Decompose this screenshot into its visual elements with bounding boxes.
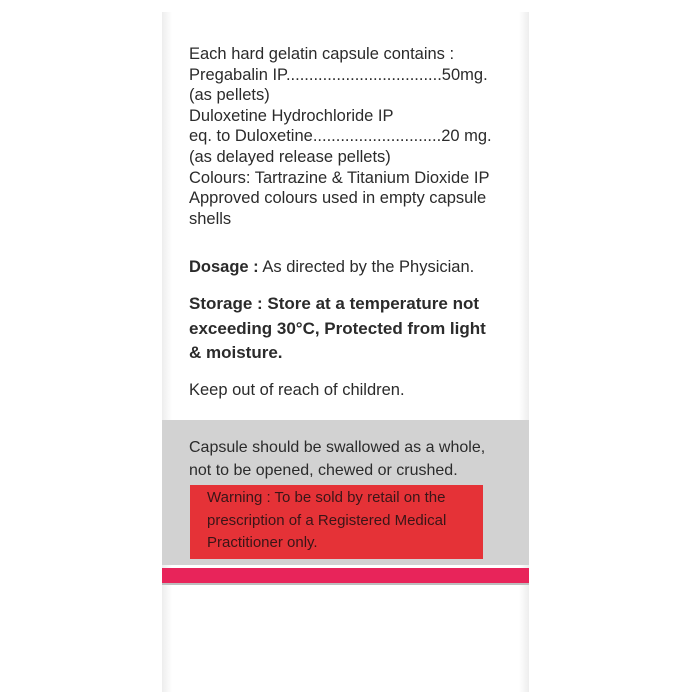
storage-line-3: & moisture. <box>189 343 283 362</box>
composition-line-shells: shells <box>189 209 232 228</box>
red-stripe <box>162 568 529 583</box>
composition-block <box>189 44 519 229</box>
composition-heading: Each hard gelatin capsule contains : <box>189 45 455 63</box>
dosage-text <box>189 257 474 277</box>
composition-line-duloxetine: Duloxetine Hydrochloride IP <box>189 106 394 125</box>
dosage-value: As directed by the Physician. <box>258 258 475 276</box>
warning-text <box>207 487 477 555</box>
composition-line-duloxetine-eq: eq. to Duloxetine............................20 mg. <box>189 127 492 146</box>
warning-line-3: Practitioner only. <box>207 534 318 551</box>
warning-line-1: Warning : To be sold by retail on the <box>207 489 446 506</box>
composition-line-delayed-release: (as delayed release pellets) <box>189 147 391 166</box>
warning-line-2: prescription of a Registered Medical <box>207 511 447 529</box>
stripe-divider <box>162 583 529 585</box>
composition-line-approved-colours: Approved colours used in empty capsule <box>189 189 487 208</box>
storage-block <box>189 292 509 366</box>
swallow-note-line-1: Capsule should be swallowed as a whole, <box>189 439 486 456</box>
composition-line-pellets: (as pellets) <box>189 86 270 105</box>
swallow-note <box>189 436 519 482</box>
composition-line-colours: Colours: Tartrazine & Titanium Dioxide IP <box>189 168 490 187</box>
composition-line-pregabalin: Pregabalin IP..................................50mg. <box>189 65 488 84</box>
storage-line-1: Storage : Store at a temperature not <box>189 294 480 313</box>
swallow-note-line-2: not to be opened, chewed or crushed. <box>189 462 458 479</box>
keep-out-of-reach-text: Keep out of reach of children. <box>189 381 405 399</box>
dosage-label: Dosage : <box>189 258 259 276</box>
storage-line-2: exceeding 30°C, Protected from light <box>189 318 486 338</box>
